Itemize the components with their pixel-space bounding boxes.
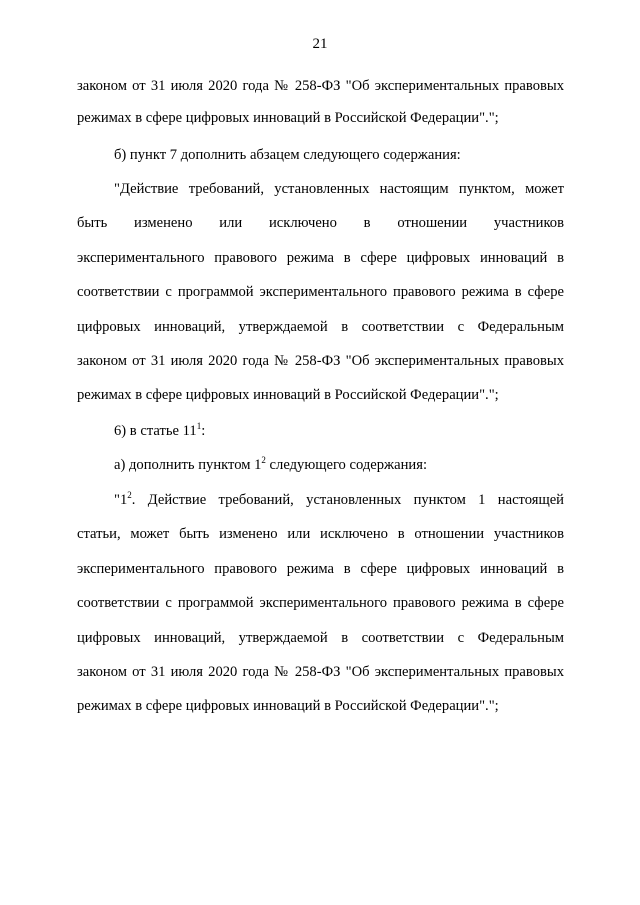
text-span: 6) в статье 11 <box>114 423 197 439</box>
text-line: цифровых инноваций, утверждаемой в соответствии с Федеральным <box>77 319 564 335</box>
superscript: 2 <box>127 490 132 500</box>
page-number: 21 <box>312 36 328 52</box>
text-span: а) дополнить пунктом 1 <box>114 457 262 473</box>
text-line: соответствии с программой экспериментального правового режима в сфере <box>77 284 564 300</box>
text-line: режимах в сфере цифровых инноваций в Российской Федерации"."; <box>77 110 499 126</box>
superscript: 1 <box>196 421 202 431</box>
text-line: законом от 31 июля 2020 года № 258-ФЗ "Об экспериментальных правовых <box>77 664 564 680</box>
text-line: экспериментального правового режима в сфере цифровых инноваций в <box>77 250 564 266</box>
text-line: б) пункт 7 дополнить абзацем следующего содержания: <box>114 147 461 163</box>
text-line: режимах в сфере цифровых инноваций в Российской Федерации"."; <box>77 387 499 403</box>
text-line: законом от 31 июля 2020 года № 258-ФЗ "Об экспериментальных правовых <box>77 353 564 369</box>
text-span: "1 <box>114 492 128 508</box>
text-span: следующего содержания: <box>265 457 428 473</box>
text-line: режимах в сфере цифровых инноваций в Российской Федерации"."; <box>77 698 499 714</box>
superscript: 2 <box>261 455 266 465</box>
text-line: цифровых инноваций, утверждаемой в соответствии с Федеральным <box>77 630 564 646</box>
text-line <box>114 455 564 475</box>
text-line: "Действие требований, установленных настоящим пунктом, может <box>114 181 564 197</box>
text-span: : <box>201 423 206 439</box>
text-line: экспериментального правового режима в сфере цифровых инноваций в <box>77 561 564 577</box>
text-line: статьи, может быть изменено или исключено в отношении участников <box>77 526 564 542</box>
text-line: соответствии с программой экспериментального правового режима в сфере <box>77 595 564 611</box>
text-line: быть изменено или исключено в отношении участников <box>77 215 564 231</box>
text-line: законом от 31 июля 2020 года № 258-ФЗ "Об экспериментальных правовых <box>77 78 564 94</box>
text-line <box>114 490 564 510</box>
text-span: . Действие требований, установленных пунктом 1 настоящей <box>131 492 564 508</box>
text-line <box>114 421 564 441</box>
